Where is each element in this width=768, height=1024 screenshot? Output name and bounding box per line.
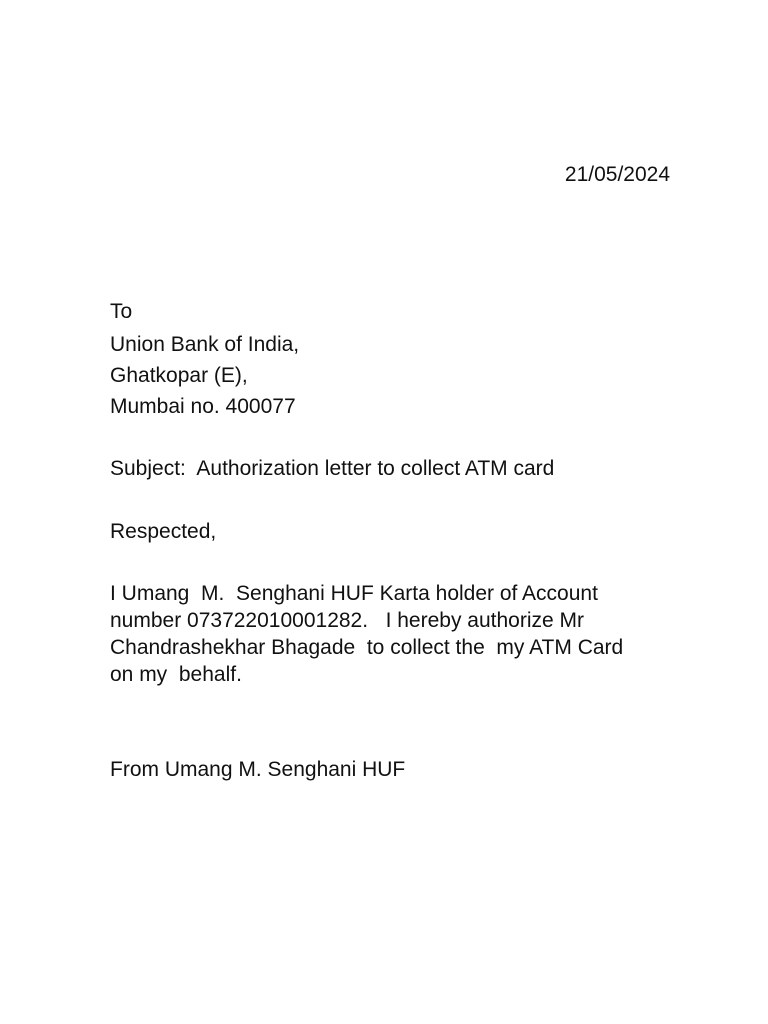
letter-closing: From Umang M. Senghani HUF — [110, 758, 406, 781]
body-line-3: Chandrashekhar Bhagade to collect the my ATM Card — [110, 636, 624, 659]
letter-date: 21/05/2024 — [564, 163, 670, 186]
letter-salutation: Respected, — [110, 520, 217, 543]
recipient-city: Mumbai no. 400077 — [110, 395, 296, 418]
body-line-4: on my behalf. — [110, 663, 242, 686]
recipient-to: To — [110, 300, 133, 323]
recipient-branch: Ghatkopar (E), — [110, 364, 248, 387]
letter-subject: Subject: Authorization letter to collect ATM card — [110, 457, 555, 480]
recipient-bank: Union Bank of India, — [110, 333, 300, 356]
body-line-1: I Umang M. Senghani HUF Karta holder of Account — [110, 582, 598, 605]
body-line-2: number 073722010001282. I hereby authorize Mr — [110, 609, 584, 632]
